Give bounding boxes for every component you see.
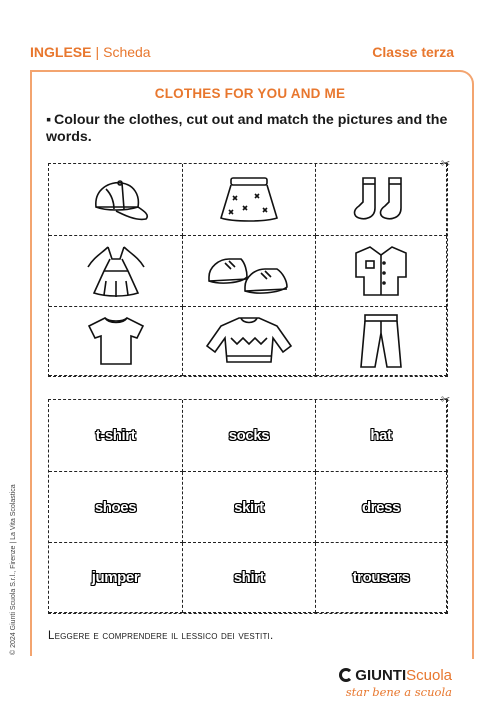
picture-grid bbox=[48, 163, 448, 377]
scissors-icon: ✂ bbox=[441, 394, 451, 406]
skirt-icon bbox=[209, 172, 289, 228]
word-label: shoes bbox=[94, 498, 137, 516]
picture-cell-trousers[interactable] bbox=[316, 307, 447, 376]
logo-brand-accent: Scuola bbox=[406, 667, 452, 684]
instruction-bullet: ▪ bbox=[46, 112, 52, 128]
word-cell[interactable] bbox=[183, 472, 316, 543]
header-left bbox=[30, 44, 151, 60]
word-cell[interactable] bbox=[49, 472, 183, 543]
word-label: trousers bbox=[352, 569, 410, 586]
word-cell[interactable] bbox=[49, 543, 183, 613]
picture-cell-skirt[interactable] bbox=[183, 164, 316, 236]
footnote: Leggere e comprendere il lessico dei vestiti. bbox=[48, 630, 274, 642]
word-grid bbox=[48, 399, 448, 614]
word-label: socks bbox=[228, 427, 270, 444]
copyright-note: © 2024 Giunti Scuola S.r.l., Firenze | La Vita Scolastica bbox=[10, 484, 17, 655]
word-cell[interactable] bbox=[183, 543, 316, 613]
cap-icon bbox=[76, 175, 156, 225]
word-cell[interactable] bbox=[316, 543, 447, 613]
picture-cell-shirt[interactable] bbox=[316, 236, 447, 307]
word-cell[interactable] bbox=[316, 400, 447, 472]
shoes-icon bbox=[201, 243, 297, 299]
jumper-icon bbox=[201, 312, 297, 370]
shirt-icon bbox=[346, 241, 416, 301]
logo-tagline: star bene a scuola bbox=[345, 685, 452, 699]
subject-label: INGLESE bbox=[30, 44, 92, 60]
word-label: jumper bbox=[91, 569, 140, 586]
picture-cell-cap[interactable] bbox=[49, 164, 183, 236]
picture-cell-tshirt[interactable] bbox=[49, 307, 183, 376]
word-label: hat bbox=[370, 427, 392, 444]
logo-brand: GIUNTI bbox=[355, 667, 407, 684]
socks-icon bbox=[341, 172, 421, 228]
picture-cell-shoes[interactable] bbox=[183, 236, 316, 307]
picture-cell-socks[interactable] bbox=[316, 164, 447, 236]
word-label: dress bbox=[361, 498, 401, 516]
picture-cell-jumper[interactable] bbox=[183, 307, 316, 376]
page-title: CLOTHES FOR YOU AND ME bbox=[154, 86, 346, 101]
giunti-logo-icon bbox=[339, 668, 353, 682]
page-frame-left bbox=[30, 70, 32, 656]
trousers-icon bbox=[351, 311, 411, 371]
sheet-type-label: Scheda bbox=[103, 44, 151, 60]
word-label: t-shirt bbox=[95, 427, 136, 444]
word-label: skirt bbox=[234, 498, 264, 516]
class-level-label: Classe terza bbox=[372, 44, 454, 60]
tshirt-icon bbox=[81, 312, 151, 370]
publisher-logo bbox=[339, 667, 452, 684]
word-cell[interactable] bbox=[183, 400, 316, 472]
picture-cell-dress[interactable] bbox=[49, 236, 183, 307]
instruction bbox=[46, 112, 456, 146]
word-cell[interactable] bbox=[49, 400, 183, 472]
scissors-icon: ✂ bbox=[441, 158, 451, 170]
dress-icon bbox=[76, 241, 156, 301]
word-label: shirt bbox=[233, 569, 265, 586]
header-separator: | bbox=[95, 44, 100, 60]
instruction-text: Colour the clothes, cut out and match the pictures and the words. bbox=[46, 112, 448, 145]
word-cell[interactable] bbox=[316, 472, 447, 543]
